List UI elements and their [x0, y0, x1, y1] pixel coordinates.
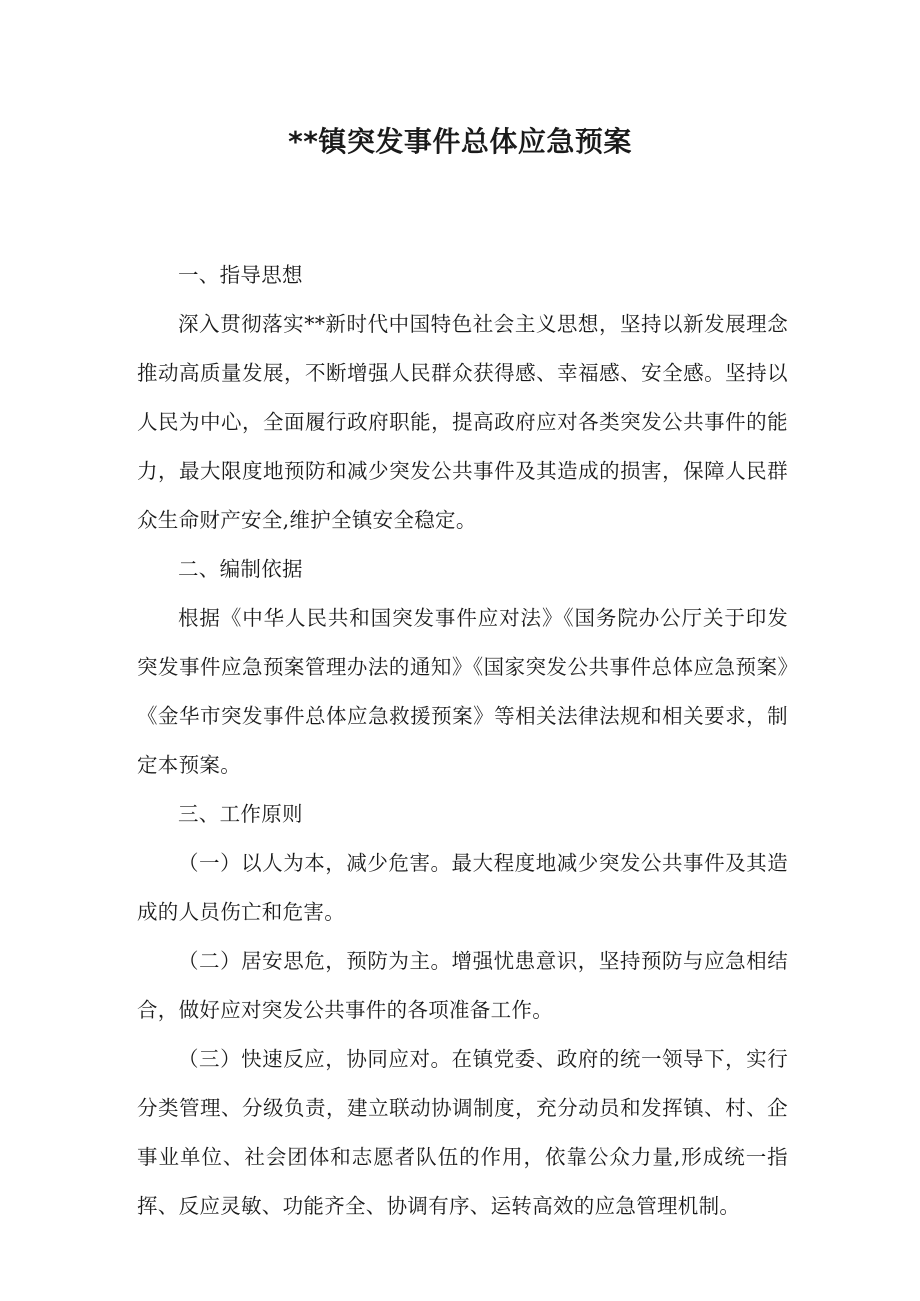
section-heading-compilation-basis: 二、编制依据 [178, 557, 303, 581]
paragraph-guiding-ideology: 深入贯彻落实**新时代中国特色社会主义思想，坚持以新发展理念推动高质量发展，不断增强人民群众获得感、幸福感、安全感。坚持以人民为中心，全面履行政府职能，提高政府应对各类突发公共事件的能力，最大限度地预防和减少突发公共事件及其造成的损害，保障人民群众生命财产安全,维护全镇安全稳定。 [137, 312, 788, 532]
section-heading-working-principles: 三、工作原则 [178, 802, 303, 826]
paragraph-principle-2: （二）居安思危，预防为主。增强忧患意识，坚持预防与应急相结合，做好应对突发公共事件的各项准备工作。 [137, 949, 788, 1022]
document-body [137, 251, 788, 1231]
paragraph-principle-1: （一）以人为本，减少危害。最大程度地减少突发公共事件及其造成的人员伤亡和危害。 [137, 851, 788, 924]
paragraph-principle-3: （三）快速反应，协同应对。在镇党委、政府的统一领导下，实行分类管理、分级负责，建立联动协调制度，充分动员和发挥镇、村、企事业单位、社会团体和志愿者队伍的作用，依靠公众力量,形成统一指挥、反应灵敏、功能齐全、协调有序、运转高效的应急管理机制。 [137, 1047, 788, 1218]
section-heading-guiding-ideology: 一、指导思想 [178, 263, 303, 287]
document-title: **镇突发事件总体应急预案 [288, 125, 632, 158]
paragraph-compilation-basis: 根据《中华人民共和国突发事件应对法》《国务院办公厅关于印发突发事件应急预案管理办法的通知》《国家突发公共事件总体应急预案》《金华市突发事件总体应急救援预案》等相关法律法规和相关要求，制定本预案。 [137, 606, 788, 777]
